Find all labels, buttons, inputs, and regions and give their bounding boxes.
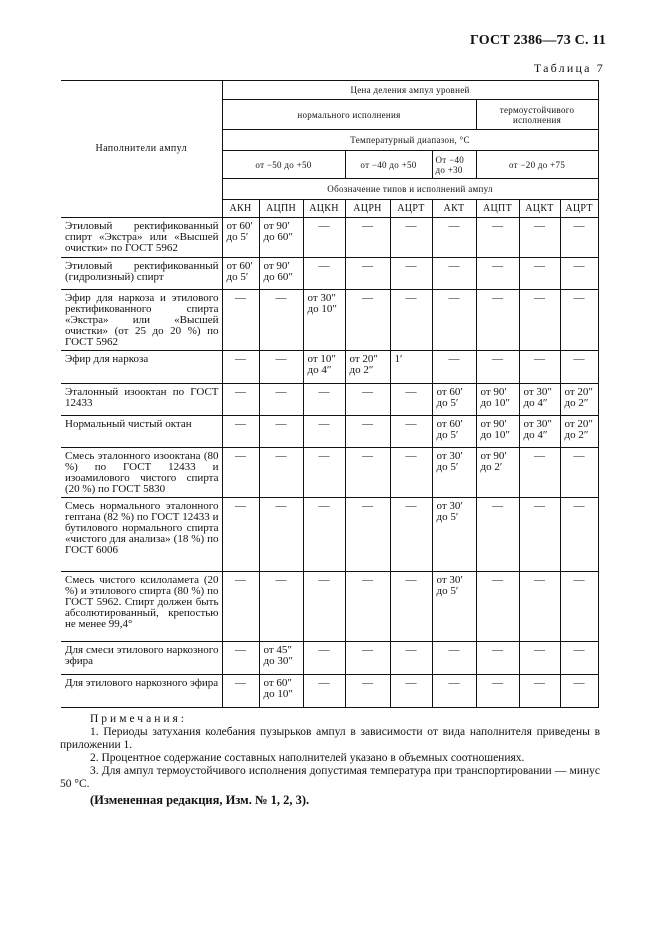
table-cell: —: [390, 572, 432, 642]
notes-title: Примечания:: [90, 713, 187, 725]
table-cell: —: [519, 218, 560, 258]
table-cell: от 10″ до 4″: [303, 351, 345, 384]
column-header: АКТ: [432, 200, 476, 218]
column-header: АЦПТ: [476, 200, 519, 218]
table-cell: от 30″ до 10″: [303, 290, 345, 351]
table-row: [61, 258, 598, 290]
table-cell: —: [303, 572, 345, 642]
table-cell: от 45″ до 30″: [259, 642, 303, 675]
data-table: [61, 80, 599, 708]
table-cell: от 20″ до 2″: [560, 384, 598, 416]
table-cell: —: [519, 258, 560, 290]
table-cell: от 90′ до 2′: [476, 448, 519, 498]
row-name: Смесь эталонного изооктана (80 %) по ГОСТ 12433 и изоамилового чистого спирта (20 %) по ГОСТ 5830: [61, 448, 222, 498]
table-cell: 1′: [390, 351, 432, 384]
temp-range-4: от −20 до +75: [476, 151, 598, 179]
table-cell: —: [259, 290, 303, 351]
table-cell: —: [519, 448, 560, 498]
table-cell: —: [345, 290, 390, 351]
table-cell: от 60′ до 5′: [432, 416, 476, 448]
column-header: АЦКТ: [519, 200, 560, 218]
column-header: АЦРН: [345, 200, 390, 218]
temp-range-3: От −40 до +30: [432, 151, 476, 179]
table-row: [61, 498, 598, 572]
table-cell: —: [560, 448, 598, 498]
table-cell: —: [345, 218, 390, 258]
temp-range-2: от −40 до +50: [345, 151, 432, 179]
table-cell: от 30″ до 4″: [519, 416, 560, 448]
table-cell: —: [476, 351, 519, 384]
table-cell: —: [560, 290, 598, 351]
table-cell: —: [303, 384, 345, 416]
column-header: АЦПН: [259, 200, 303, 218]
note-3: 3. Для ампул термоустойчивого исполнения допустимая температура при транспортировании — минус 50 °С.: [60, 765, 600, 790]
column-header: АКН: [222, 200, 259, 218]
row-name: Смесь чистого ксилоламета (20 %) и этилового спирта (80 %) по ГОСТ 5962. Спирт должен быть абсолютированный, крепостью не менее 99,4°: [61, 572, 222, 642]
table-cell: —: [222, 416, 259, 448]
table-cell: —: [390, 675, 432, 708]
table-cell: —: [432, 258, 476, 290]
table-label: Таблица 7: [533, 61, 605, 75]
table-cell: —: [476, 498, 519, 572]
column-header: АЦРТ: [390, 200, 432, 218]
row-header: Наполнители ампул: [61, 81, 222, 218]
table-cell: —: [476, 258, 519, 290]
table-cell: —: [519, 290, 560, 351]
table-cell: —: [259, 498, 303, 572]
table-cell: —: [345, 448, 390, 498]
table-cell: от 20″ до 2″: [345, 351, 390, 384]
row-name: Нормальный чистый октан: [61, 416, 222, 448]
row-name: Для этилового наркозного эфира: [61, 675, 222, 708]
table-cell: —: [560, 642, 598, 675]
table-cell: от 30′ до 5′: [432, 498, 476, 572]
row-name: Эталонный изооктан по ГОСТ 12433: [61, 384, 222, 416]
type-header: Обозначение типов и исполнений ампул: [222, 179, 598, 200]
column-header: АЦРТ: [560, 200, 598, 218]
table-cell: —: [222, 572, 259, 642]
table-cell: —: [222, 351, 259, 384]
table-cell: от 30′ до 5′: [432, 572, 476, 642]
table-cell: от 60′ до 5′: [222, 258, 259, 290]
table-cell: —: [259, 384, 303, 416]
table-cell: —: [259, 572, 303, 642]
table-cell: —: [390, 498, 432, 572]
table-cell: —: [560, 258, 598, 290]
table-cell: —: [432, 675, 476, 708]
table-cell: —: [519, 642, 560, 675]
table-cell: —: [390, 416, 432, 448]
table-cell: от 90′ до 60″: [259, 258, 303, 290]
table-cell: от 90′ до 10″: [476, 384, 519, 416]
table-cell: —: [259, 351, 303, 384]
table-cell: —: [519, 572, 560, 642]
table-cell: —: [345, 675, 390, 708]
table-cell: —: [259, 416, 303, 448]
table-cell: —: [303, 675, 345, 708]
table-row: [61, 351, 598, 384]
table-cell: —: [476, 290, 519, 351]
subgroup-thermo: термоустойчивого исполнения: [476, 100, 598, 130]
table-cell: —: [560, 218, 598, 258]
row-name: Эфир для наркоза и этилового ректификованного спирта «Экстра» или «Высшей очистки» (от 25 до 20 %) по ГОСТ 5962: [61, 290, 222, 351]
table-cell: —: [345, 572, 390, 642]
table-cell: —: [303, 416, 345, 448]
table-cell: —: [476, 675, 519, 708]
table-cell: —: [432, 290, 476, 351]
table-cell: —: [345, 258, 390, 290]
table-cell: —: [303, 498, 345, 572]
notes: [60, 713, 600, 791]
row-name: Эфир для наркоза: [61, 351, 222, 384]
table-cell: —: [345, 498, 390, 572]
table-cell: от 30″ до 4″: [519, 384, 560, 416]
table-row: [61, 448, 598, 498]
table-cell: от 90′ до 60″: [259, 218, 303, 258]
table-cell: —: [476, 642, 519, 675]
row-name: Этиловый ректификованный (гидролизный) спирт: [61, 258, 222, 290]
page-header: ГОСТ 2386—73 С. 11: [469, 33, 606, 48]
table-row: [61, 290, 598, 351]
table-cell: —: [303, 218, 345, 258]
table-cell: от 20″ до 2″: [560, 416, 598, 448]
subgroup-normal: нормального исполнения: [222, 100, 476, 130]
table-cell: —: [222, 498, 259, 572]
table-cell: —: [222, 675, 259, 708]
table-cell: —: [390, 384, 432, 416]
table-cell: от 30′ до 5′: [432, 448, 476, 498]
table-cell: —: [560, 498, 598, 572]
table-cell: —: [259, 448, 303, 498]
group-header: Цена деления ампул уровней: [222, 81, 598, 100]
table-cell: —: [560, 675, 598, 708]
table-cell: —: [519, 351, 560, 384]
table-cell: —: [390, 448, 432, 498]
table-row: [61, 572, 598, 642]
table-cell: —: [432, 642, 476, 675]
table-cell: от 90′ до 10″: [476, 416, 519, 448]
table-cell: —: [390, 290, 432, 351]
temp-header: Температурный диапазон, °С: [222, 130, 598, 151]
table-cell: —: [303, 258, 345, 290]
row-name: Для смеси этилового наркозного эфира: [61, 642, 222, 675]
table-cell: —: [390, 258, 432, 290]
table-row: [61, 384, 598, 416]
table-cell: —: [345, 416, 390, 448]
table-cell: от 60′ до 5′: [432, 384, 476, 416]
table-cell: —: [303, 642, 345, 675]
table-cell: —: [432, 351, 476, 384]
table-cell: —: [303, 448, 345, 498]
table-cell: —: [345, 642, 390, 675]
table-cell: —: [519, 498, 560, 572]
temp-range-1: от −50 до +50: [222, 151, 345, 179]
table-cell: —: [345, 384, 390, 416]
table-cell: —: [560, 572, 598, 642]
table-cell: —: [476, 572, 519, 642]
table-cell: от 60″ до 10″: [259, 675, 303, 708]
amendment-note: (Измененная редакция, Изм. № 1, 2, 3).: [90, 793, 310, 807]
note-1: 1. Периоды затухания колебания пузырьков ампул в зависимости от вида наполнителя приведены в приложении 1.: [60, 726, 600, 751]
note-2: 2. Процентное содержание составных наполнителей указано в объемных соотношениях.: [90, 752, 525, 764]
table-row: [61, 675, 598, 708]
table-cell: —: [222, 384, 259, 416]
table-cell: —: [222, 642, 259, 675]
row-name: Смесь нормального эталонного гептана (82 %) по ГОСТ 12433 и бутилового нормального спирта «чистого для анализа» (18 %) по ГОСТ 6006: [61, 498, 222, 572]
table-cell: —: [390, 642, 432, 675]
table-cell: от 60′ до 5′: [222, 218, 259, 258]
table-cell: —: [222, 448, 259, 498]
table-row: [61, 642, 598, 675]
table-cell: —: [560, 351, 598, 384]
table-cell: —: [390, 218, 432, 258]
column-header: АЦКН: [303, 200, 345, 218]
table-cell: —: [432, 218, 476, 258]
table-cell: —: [519, 675, 560, 708]
table-cell: —: [222, 290, 259, 351]
row-name: Этиловый ректификованный спирт «Экстра» или «Высшей очистки» по ГОСТ 5962: [61, 218, 222, 258]
table-cell: —: [476, 218, 519, 258]
table-row: [61, 416, 598, 448]
table-row: [61, 218, 598, 258]
